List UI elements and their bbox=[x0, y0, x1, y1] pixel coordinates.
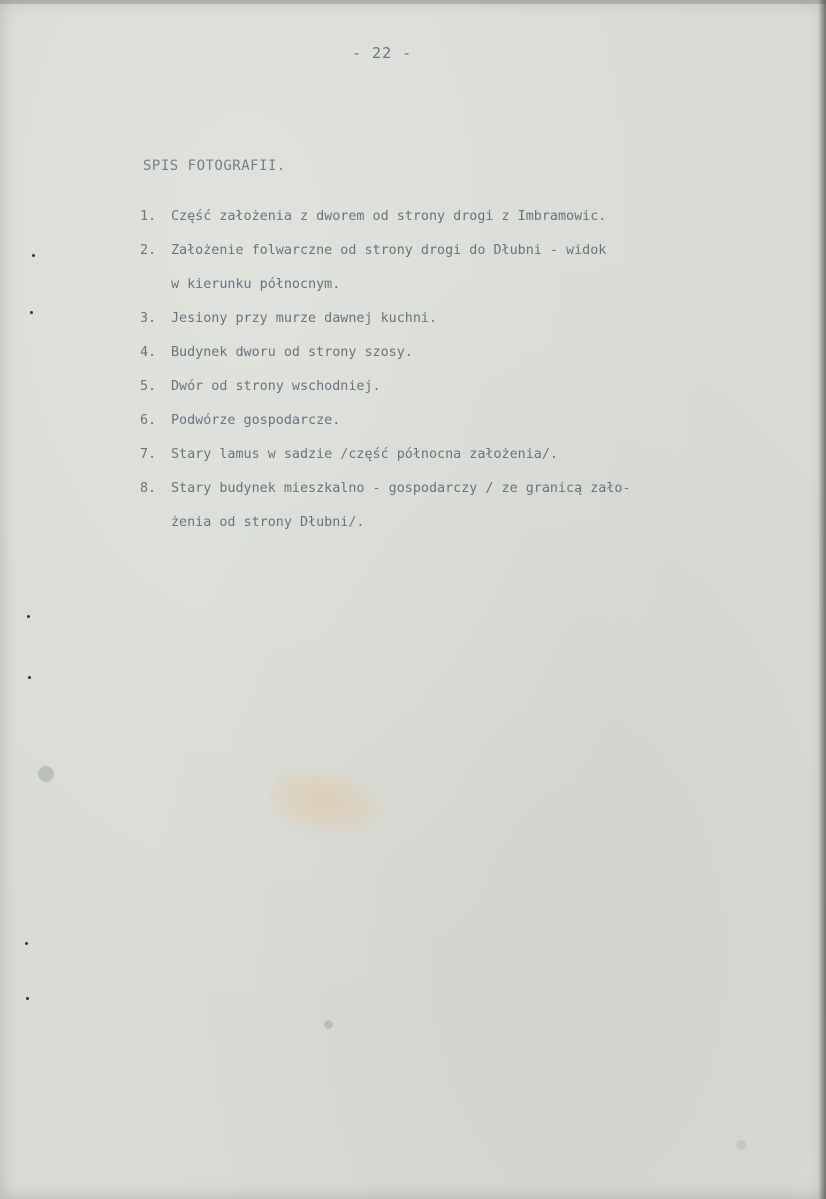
item-number: 2. bbox=[140, 243, 157, 258]
binding-mark bbox=[25, 942, 28, 945]
item-text: Budynek dworu od strony szosy. bbox=[171, 345, 413, 360]
binding-mark bbox=[30, 311, 33, 314]
list-item bbox=[140, 404, 780, 438]
binding-mark bbox=[32, 254, 35, 257]
list-heading: SPIS FOTOGRAFII. bbox=[143, 158, 286, 174]
photo-list bbox=[140, 200, 780, 540]
page-top-edge bbox=[0, 0, 826, 4]
item-text: Dwór od strony wschodniej. bbox=[171, 379, 381, 394]
page-right-edge bbox=[818, 0, 826, 1199]
paper-spot bbox=[324, 1020, 333, 1029]
page-number: - 22 - bbox=[352, 44, 413, 62]
item-number: 7. bbox=[140, 447, 157, 462]
item-text-continuation: w kierunku północnym. bbox=[171, 277, 341, 292]
item-number: 3. bbox=[140, 311, 157, 326]
paper-spot bbox=[38, 766, 54, 782]
item-number: 5. bbox=[140, 379, 157, 394]
item-text: Jesiony przy murze dawnej kuchni. bbox=[171, 311, 438, 326]
item-text: Stary budynek mieszkalno - gospodarczy / ze granicą zało- bbox=[171, 481, 631, 496]
item-text: Część założenia z dworem od strony drogi z Imbramowic. bbox=[171, 209, 607, 224]
paper-stain bbox=[264, 756, 396, 849]
list-item bbox=[140, 438, 780, 472]
binding-mark bbox=[28, 676, 31, 679]
item-number: 8. bbox=[140, 481, 157, 496]
item-text: Założenie folwarczne od strony drogi do Dłubni - widok bbox=[171, 243, 607, 258]
list-item bbox=[140, 370, 780, 404]
binding-mark bbox=[26, 997, 29, 1000]
list-item bbox=[140, 234, 780, 302]
item-text: Stary lamus w sadzie /część północna założenia/. bbox=[171, 447, 558, 462]
binding-mark bbox=[27, 615, 30, 618]
item-text: Podwórze gospodarcze. bbox=[171, 413, 341, 428]
item-number: 1. bbox=[140, 209, 157, 224]
list-item bbox=[140, 200, 780, 234]
item-number: 4. bbox=[140, 345, 157, 360]
paper-spot bbox=[736, 1140, 746, 1150]
list-item bbox=[140, 336, 780, 370]
item-number: 6. bbox=[140, 413, 157, 428]
list-item bbox=[140, 472, 780, 540]
item-text-continuation: żenia od strony Dłubni/. bbox=[171, 515, 365, 530]
list-item bbox=[140, 302, 780, 336]
